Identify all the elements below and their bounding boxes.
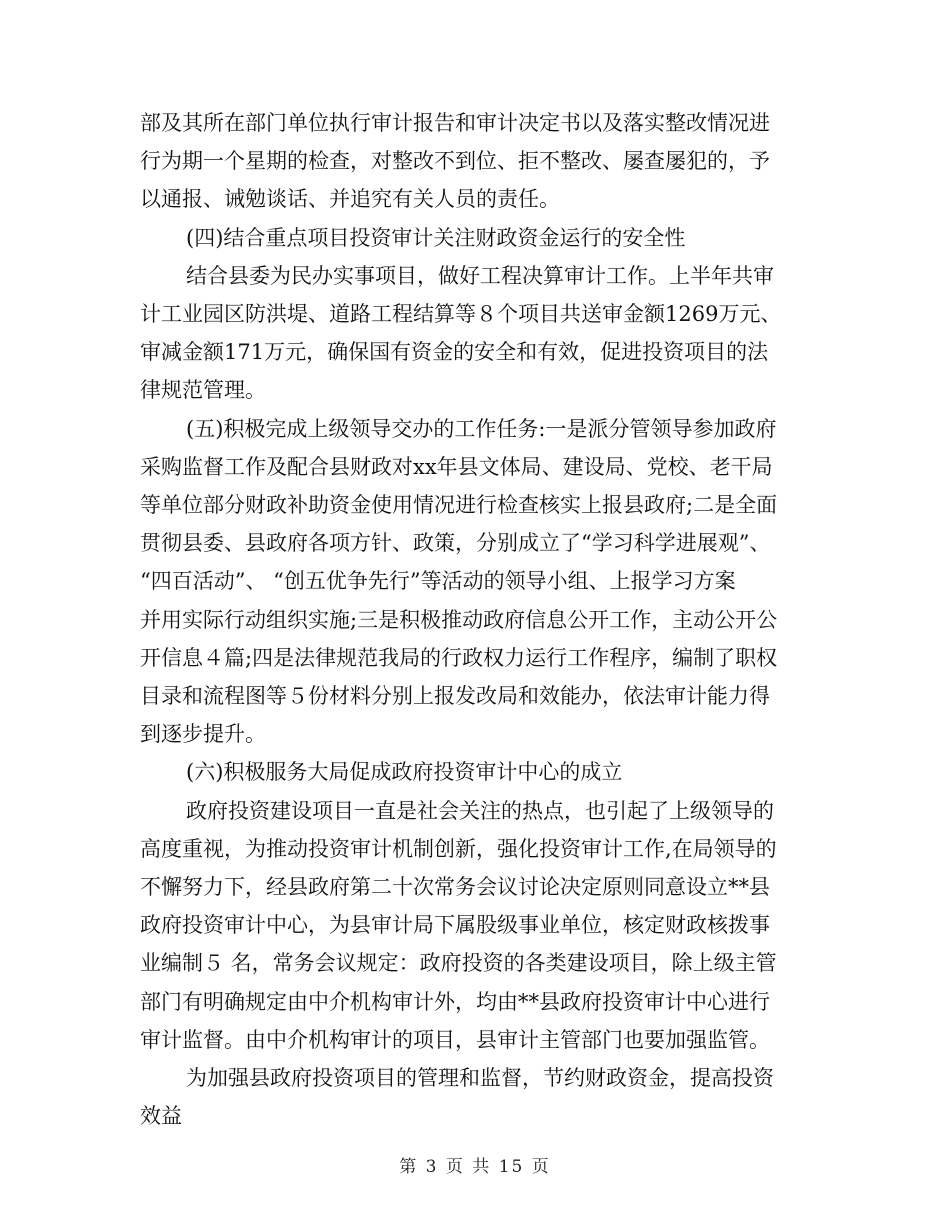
text-line: 律规范管理。	[140, 378, 266, 403]
text-line: 并用实际行动组织实施;三是积极推动政府信息公开工作，主动公开公	[140, 607, 778, 632]
text-line: 政府投资审计中心，为县审计局下属股级事业单位，核定财政核拨事	[140, 913, 770, 938]
text-line: (四)结合重点项目投资审计关注财政资金运行的安全性	[186, 225, 686, 250]
text-line: 结合县委为民办实事项目，做好工程决算审计工作。上半年共审	[186, 263, 774, 288]
paragraph	[140, 753, 810, 791]
page-footer: 第 3 页 共 15 页	[399, 1157, 551, 1177]
text-line: “四百活动”、 “创五优争先行”等活动的领导小组、上报学习方案	[140, 569, 736, 594]
paragraph	[140, 1059, 810, 1135]
text-line: 业编制５ 名，常务会议规定：政府投资的各类建设项目，除上级主管	[140, 951, 777, 976]
paragraph	[140, 792, 810, 1059]
text-line: 计工业园区防洪堤、道路工程结算等８个项目共送审金额1269万元、	[140, 302, 782, 327]
text-line: 开信息４篇;四是法律规范我局的行政权力运行工作程序，编制了职权	[140, 645, 778, 670]
text-line: 为加强县政府投资项目的管理和监督，节约财政资金，提高投资	[186, 1066, 774, 1091]
text-line: 高度重视，为推动投资审计机制创新，强化投资审计工作,在局领导的	[140, 836, 777, 861]
text-line: (五)积极完成上级领导交办的工作任务:一是派分管领导参加政府	[186, 416, 777, 441]
paragraph	[140, 257, 810, 410]
text-line: 等单位部分财政补助资金使用情况进行检查核实上报县政府;二是全面	[140, 493, 778, 518]
paragraph	[140, 410, 810, 754]
document-body	[140, 104, 810, 1135]
text-line: 贯彻县委、县政府各项方针、政策，分别成立了“学习科学进展观”、	[140, 531, 771, 556]
text-line: (六)积极服务大局促成政府投资审计中心的成立	[186, 760, 623, 785]
paragraph	[140, 104, 810, 219]
text-line: 审计监督。由中介机构审计的项目，县审计主管部门也要加强监管。	[140, 1027, 770, 1052]
text-line: 政府投资建设项目一直是社会关注的热点，也引起了上级领导的	[186, 798, 774, 823]
text-line: 效益	[140, 1104, 182, 1129]
text-line: 不懈努力下，经县政府第二十次常务会议讨论决定原则同意设立**县	[140, 875, 770, 900]
text-line: 到逐步提升。	[140, 722, 266, 747]
text-line: 审减金额171万元，确保国有资金的安全和有效，促进投资项目的法	[140, 340, 769, 365]
text-line: 采购监督工作及配合县财政对xx年县文体局、建设局、党校、老干局	[140, 454, 773, 479]
text-line: 部及其所在部门单位执行审计报告和审计决定书以及落实整改情况进	[140, 111, 770, 135]
text-line: 部门有明确规定由中介机构审计外，均由**县政府投资审计中心进行	[140, 989, 770, 1014]
text-line: 目录和流程图等５份材料分别上报发改局和效能办，依法审计能力得	[140, 684, 770, 709]
text-line: 以通报、诫勉谈话、并追究有关人员的责任。	[140, 187, 560, 212]
text-line: 行为期一个星期的检查，对整改不到位、拒不整改、屡查屡犯的，予	[140, 149, 770, 174]
paragraph	[140, 219, 810, 257]
